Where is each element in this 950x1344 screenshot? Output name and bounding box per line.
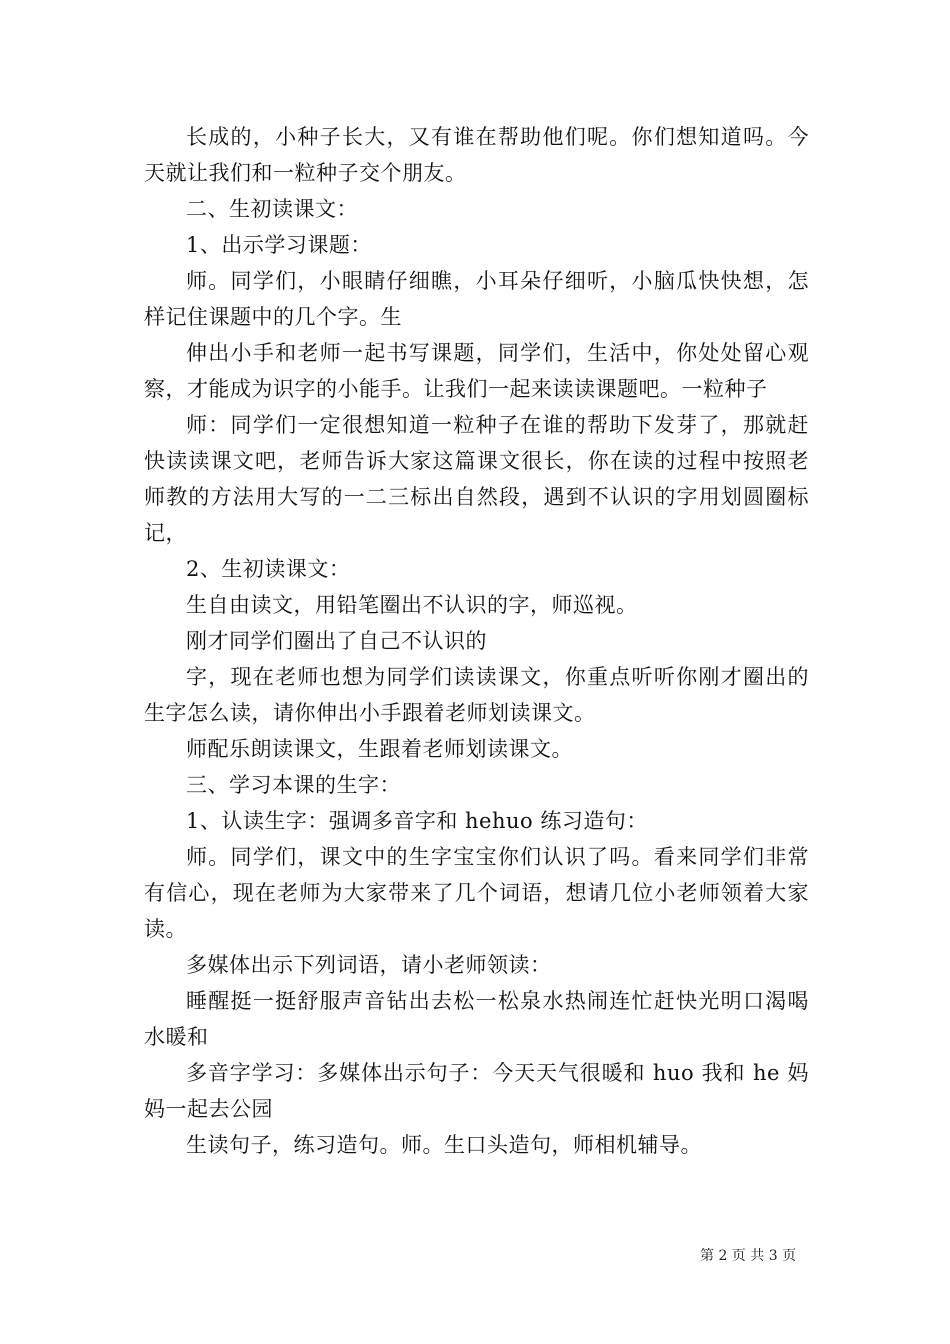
paragraph: 师配乐朗读课文，生跟着老师划读课文。 bbox=[186, 737, 573, 761]
paragraph: 伸出小手和老师一起书写课题，同学们，生活中，你处处留心观察，才能成为识字的小能手。让我们一起来读读课题吧。一粒种子 bbox=[144, 341, 809, 401]
paragraph: 生读句子，练习造句。师。生口头造句，师相机辅导。 bbox=[186, 1133, 702, 1157]
page-footer bbox=[700, 1247, 840, 1265]
paragraph: 师：同学们一定很想知道一粒种子在谁的帮助下发芽了，那就赶快读读课文吧，老师告诉大家这篇课文很长，你在读的过程中按照老师教的方法用大写的一二三标出自然段，遇到不认识的字用划圆圈标记， bbox=[144, 413, 809, 545]
section-heading: 二、生初读课文： bbox=[186, 197, 358, 221]
paragraph: 多媒体出示下列词语，请小老师领读： bbox=[186, 953, 552, 977]
paragraph: 刚才同学们圈出了自己不认识的 bbox=[186, 629, 487, 653]
page-number: 第 2 页 共 3 页 bbox=[700, 1248, 797, 1264]
document-body bbox=[144, 119, 809, 1163]
paragraph: 长成的，小种子长大，又有谁在帮助他们呢。你们想知道吗。今天就让我们和一粒种子交个朋友。 bbox=[144, 125, 809, 185]
paragraph: 师。同学们，小眼睛仔细瞧，小耳朵仔细听，小脑瓜快快想，怎样记住课题中的几个字。生 bbox=[144, 269, 809, 329]
paragraph: 多音字学习：多媒体出示句子：今天天气很暖和 huo 我和 he 妈妈一起去公园 bbox=[144, 1061, 809, 1121]
subsection-heading: 1、认读生字：强调多音字和 hehuo 练习造句： bbox=[186, 809, 648, 833]
word-list: 睡醒挺一挺舒服声音钻出去松一松泉水热闹连忙赶快光明口渴喝水暖和 bbox=[144, 989, 809, 1049]
subsection-heading: 2、生初读课文： bbox=[186, 557, 351, 581]
paragraph: 生自由读文，用铅笔圈出不认识的字，师巡视。 bbox=[186, 593, 638, 617]
paragraph: 师。同学们，课文中的生字宝宝你们认识了吗。看来同学们非常有信心，现在老师为大家带来了几个词语，想请几位小老师领着大家读。 bbox=[144, 845, 809, 941]
section-heading: 三、学习本课的生字： bbox=[186, 773, 401, 797]
subsection-heading: 1、出示学习课题： bbox=[186, 233, 372, 257]
paragraph: 字，现在老师也想为同学们读读课文，你重点听听你刚才圈出的生字怎么读，请你伸出小手跟着老师划读课文。 bbox=[144, 665, 809, 725]
